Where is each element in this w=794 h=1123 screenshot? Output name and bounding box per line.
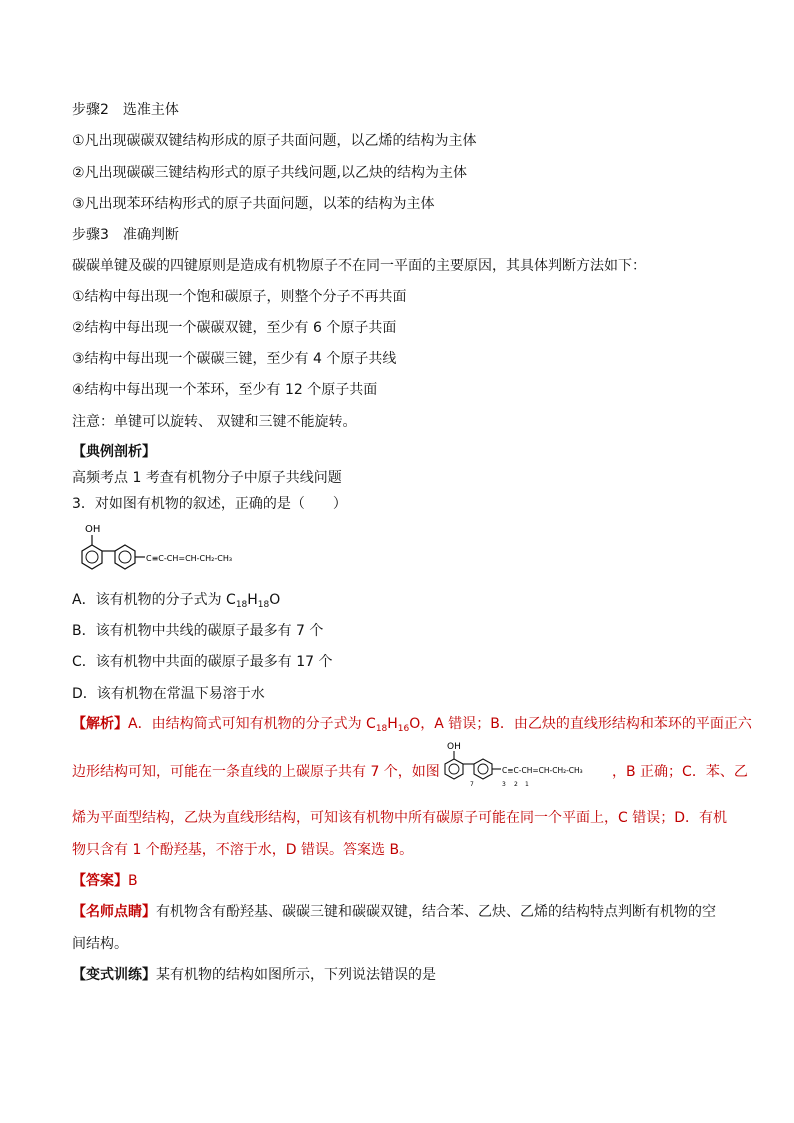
step3-title: 步骤3 准确判断 [72,227,179,243]
step3-item-1: ①结构中每出现一个饱和碳原子，则整个分子不再共面 [72,289,407,305]
analysis-tag: 【解析】 [72,716,128,732]
structure-diagram [70,520,250,582]
analysis-line-1: 【解析】A．由结构简式可知有机物的分子式为 $C_{18}H_{16}O$，A 错误；B．由乙炔的直线形结构和苯环的平面正六 [72,716,752,734]
analysis-line-2-end: ，B 正确；C．苯、乙 [612,764,748,780]
note: 注意：单键可以旋转、 双键和三键不能旋转。 [72,414,357,430]
chain-label: C≡C-CH=CH-CH₂-CH₃ [146,554,233,563]
inline-num-3: 3 [502,781,506,788]
option-b: B．该有机物中共线的碳原子最多有 7 个 [72,623,324,639]
tip-line-2: 间结构。 [72,936,128,952]
option-a: A．该有机物的分子式为 $C_{18}H_{18}O$ [72,592,281,610]
step3-item-4: ④结构中每出现一个苯环，至少有 12 个原子共面 [72,382,378,398]
variant-training: 【变式训练】某有机物的结构如图所示，下列说法错误的是 [72,967,436,983]
analysis-line-3: 烯为平面型结构，乙炔为直线形结构，可知该有机物中所有碳原子可能在同一个平面上，C 错误；D．有机 [72,810,728,826]
example-topic: 高频考点 1 考查有机物分子中原子共线问题 [72,470,342,486]
tip-line-1: 【名师点睛】有机物含有酚羟基、碳碳三键和碳碳双键，结合苯、乙炔、乙烯的结构特点判断有机物的空 [72,904,716,920]
oh-label: OH [85,524,101,535]
step3-intro: 碳碳单键及碳的四键原则是造成有机物原子不在同一平面的主要原因，其具体判断方法如下： [72,258,646,274]
example-question: 3．对如图有机物的叙述，正确的是（ ） [72,496,347,512]
step2-item-1: ①凡出现碳碳双键结构形成的原子共面问题，以乙烯的结构为主体 [72,133,477,149]
inline-structure-diagram [434,740,612,792]
analysis-line-4: 物只含有 1 个酚羟基，不溶于水，D 错误。答案选 B。 [72,842,414,858]
inline-num-2: 2 [514,781,518,788]
step3-item-2: ②结构中每出现一个碳碳双键，至少有 6 个原子共面 [72,320,397,336]
inline-oh-label: OH [447,742,461,752]
step3-item-3: ③结构中每出现一个碳碳三键，至少有 4 个原子共线 [72,351,397,367]
inline-chain-label: C≡C-CH=CH-CH₂-CH₃ [502,766,583,775]
option-c: C．该有机物中共面的碳原子最多有 17 个 [72,654,333,670]
step2-item-2: ②凡出现碳碳三键结构形式的原子共线问题,以乙炔的结构为主体 [72,165,467,181]
step2-item-3: ③凡出现苯环结构形式的原子共面问题，以苯的结构为主体 [72,196,435,212]
inline-num-7: 7 [470,781,474,788]
example-heading: 【典例剖析】 [72,444,156,460]
option-d: D．该有机物在常温下易溶于水 [72,686,265,702]
analysis-line-2: 边形结构可知，可能在一条直线的上碳原子共有 7 个，如图 [72,764,440,780]
inline-num-1: 1 [525,781,529,788]
answer: 【答案】B [72,873,138,889]
step2-title: 步骤2 选准主体 [72,102,179,118]
